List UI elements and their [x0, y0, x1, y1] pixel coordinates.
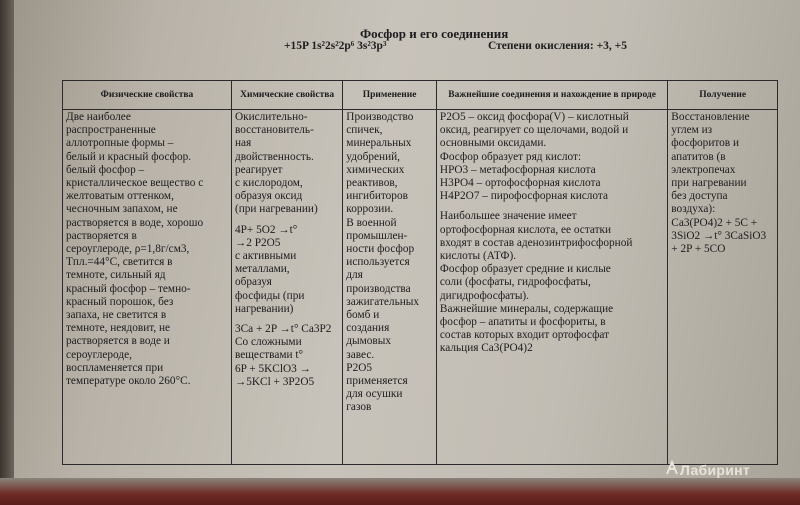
cell-line: Окислительно-: [234, 111, 308, 123]
cell-line: минеральных: [346, 137, 412, 150]
cell-line: 4P+ 5O2 →t°: [234, 223, 298, 236]
cell-line: P2O5: [346, 361, 373, 374]
cell-line: фосфиды (при: [234, 289, 305, 302]
cell-line: растворяется в: [66, 229, 137, 242]
cell-compounds: [436, 110, 667, 465]
cell-line: при нагревании: [671, 177, 747, 190]
cell-line: спичек,: [346, 124, 383, 137]
phosphorus-table: [62, 80, 778, 465]
cell-line: веществами t°: [234, 349, 304, 362]
cell-line: 3Ca + 2P →t° Ca3P2: [234, 323, 332, 336]
header-physical: Физические свойства: [63, 81, 232, 110]
cell-line: Ca3(PO4)2 + 5C +: [671, 216, 758, 229]
cell-line: бомб и: [346, 309, 380, 322]
cell-line: Восстановление: [671, 111, 750, 123]
cell-line: 6P + 5KClO3 →: [234, 362, 311, 375]
cell-line: кристаллическое вещество с: [66, 177, 204, 190]
cell-production: [668, 110, 778, 465]
cell-line: основными оксидами.: [439, 137, 547, 150]
cell-line: ингибиторов: [346, 190, 408, 203]
cell-line: нагревании): [234, 302, 294, 315]
cell-line: образуя: [234, 276, 272, 289]
cell-line: растворяется в воде, хорошо: [66, 216, 204, 229]
cell-line: создания: [346, 322, 390, 335]
cell-line: сероуглероде,: [66, 348, 132, 361]
cell-line: белый и красный фосфор.: [66, 150, 192, 163]
cell-line: с активными: [234, 250, 297, 263]
cell-chemical: [231, 110, 342, 465]
cell-line: Со сложными: [234, 336, 302, 349]
watermark: Лабиринт: [680, 462, 751, 478]
cell-line: H3PO4 – ортофосфорная кислота: [439, 177, 601, 190]
cell-line: металлами,: [234, 263, 290, 276]
cell-line: состав которых входит ортофосфат: [439, 329, 610, 342]
cell-line: 3SiO2 →t° 3CaSiO3: [671, 229, 767, 242]
cell-line: Фосфор образует ряд кислот:: [439, 150, 582, 163]
cell-line: →5KCl + 3P2O5: [234, 375, 315, 388]
book-cover-edge: [0, 478, 800, 505]
cell-line: для: [346, 269, 363, 282]
line-gap: [235, 217, 339, 224]
cell-line: HPO3 – метафосфорная кислота: [439, 163, 596, 176]
cell-line: фосфор – апатиты и фосфориты, в: [439, 316, 606, 329]
oxidation-states: Степени окисления: +3, +5: [488, 40, 627, 52]
cell-line: ности фосфор: [346, 243, 415, 256]
cell-line: образуя оксид: [234, 190, 303, 203]
cell-line: используется: [346, 256, 410, 269]
cell-line: белый фосфор –: [66, 163, 145, 176]
cell-line: Производство: [346, 111, 414, 123]
cell-line: + 2P + 5CO: [671, 243, 726, 256]
header-chemical: Химические свойства: [231, 81, 342, 110]
cell-line: без доступа: [671, 190, 728, 203]
cell-line: восстановитель-: [234, 124, 314, 137]
cell-line: газов: [346, 401, 372, 414]
header-compounds: Важнейшие соединения и нахождение в природе: [436, 81, 667, 110]
page-title: Фосфор и его соединения: [360, 26, 509, 41]
line-gap: [235, 316, 339, 323]
cell-line: ная: [234, 137, 252, 150]
cell-line: (при нагревании): [234, 203, 318, 216]
cell-line: темноте, сильный яд: [66, 269, 166, 282]
cell-line: сероуглероде, ρ=1,8г/см3,: [66, 243, 190, 256]
cell-line: апатитов (в: [671, 150, 726, 163]
cell-line: реагирует: [234, 163, 283, 176]
cell-line: Tпл.=44°C, светится в: [66, 256, 173, 269]
cell-line: кислоты (АТФ).: [439, 250, 517, 263]
cell-line: соли (фосфаты, гидрофосфаты,: [439, 276, 591, 289]
cell-application: [343, 110, 437, 465]
cell-line: зажигательных: [346, 295, 420, 308]
cell-line: чесночным запахом, не: [66, 203, 178, 216]
cell-line: химических: [346, 163, 405, 176]
line-gap: [440, 203, 664, 210]
cell-line: Фосфор образует средние и кислые: [439, 263, 611, 276]
cell-line: температуре около 260°C.: [66, 375, 191, 388]
cell-line: завес.: [346, 348, 375, 361]
table-header-row: [63, 81, 778, 110]
cell-line: Важнейшие минералы, содержащие: [439, 302, 614, 315]
cell-line: Две наиболее: [66, 111, 131, 123]
cell-line: фосфоритов и: [671, 137, 740, 150]
cell-line: желтоватым оттенком,: [66, 190, 174, 203]
electron-formula: +15P 1s²2s²2p⁶ 3s²3p³: [284, 40, 387, 52]
cell-line: распространенные: [66, 124, 156, 137]
cell-line: с кислородом,: [234, 177, 303, 190]
cell-line: углем из: [671, 124, 713, 137]
cell-line: входят в состав аденозинтрифосфорной: [439, 236, 633, 249]
cell-line: для осушки: [346, 388, 403, 401]
cell-line: запаха, не светится в: [66, 309, 167, 322]
cell-line: Наибольшее значение имеет: [439, 210, 577, 223]
cell-line: ортофосфорная кислота, ее остатки: [439, 223, 612, 236]
cell-line: В военной: [346, 216, 397, 229]
header-application: Применение: [343, 81, 437, 110]
cell-line: красный фосфор – темно-: [66, 282, 191, 295]
cell-line: промышлен-: [346, 229, 408, 242]
cell-line: производства: [346, 282, 411, 295]
cell-physical: [63, 110, 232, 465]
cell-line: темноте, неядовит, не: [66, 322, 171, 335]
cell-line: P2O5 – оксид фосфора(V) – кислотный: [439, 111, 629, 123]
cell-line: коррозии.: [346, 203, 394, 216]
cell-line: дигидрофосфаты).: [439, 289, 529, 302]
labyrinth-logo-icon: [665, 460, 679, 476]
cell-line: аллотропные формы –: [66, 137, 174, 150]
cell-line: воздуха):: [671, 203, 716, 216]
cell-line: воспламеняется при: [66, 361, 164, 374]
cell-line: удобрений,: [346, 150, 401, 163]
cell-line: реактивов,: [346, 177, 398, 190]
header-production: Получение: [668, 81, 778, 110]
cell-line: H4P2O7 – пирофосфорная кислота: [439, 190, 609, 203]
book-binding: [0, 0, 14, 505]
cell-line: дымовых: [346, 335, 392, 348]
cell-line: красный порошок, без: [66, 295, 174, 308]
cell-line: применяется: [346, 375, 408, 388]
cell-line: растворяется в воде и: [66, 335, 170, 348]
cell-line: электропечах: [671, 163, 736, 176]
cell-line: кальция Ca3(PO4)2: [439, 342, 533, 355]
cell-line: оксид, реагирует со щелочами, водой и: [439, 124, 629, 137]
cell-line: двойственность.: [234, 150, 314, 163]
cell-line: →2 P2O5: [234, 236, 281, 249]
table-row: [63, 110, 778, 465]
